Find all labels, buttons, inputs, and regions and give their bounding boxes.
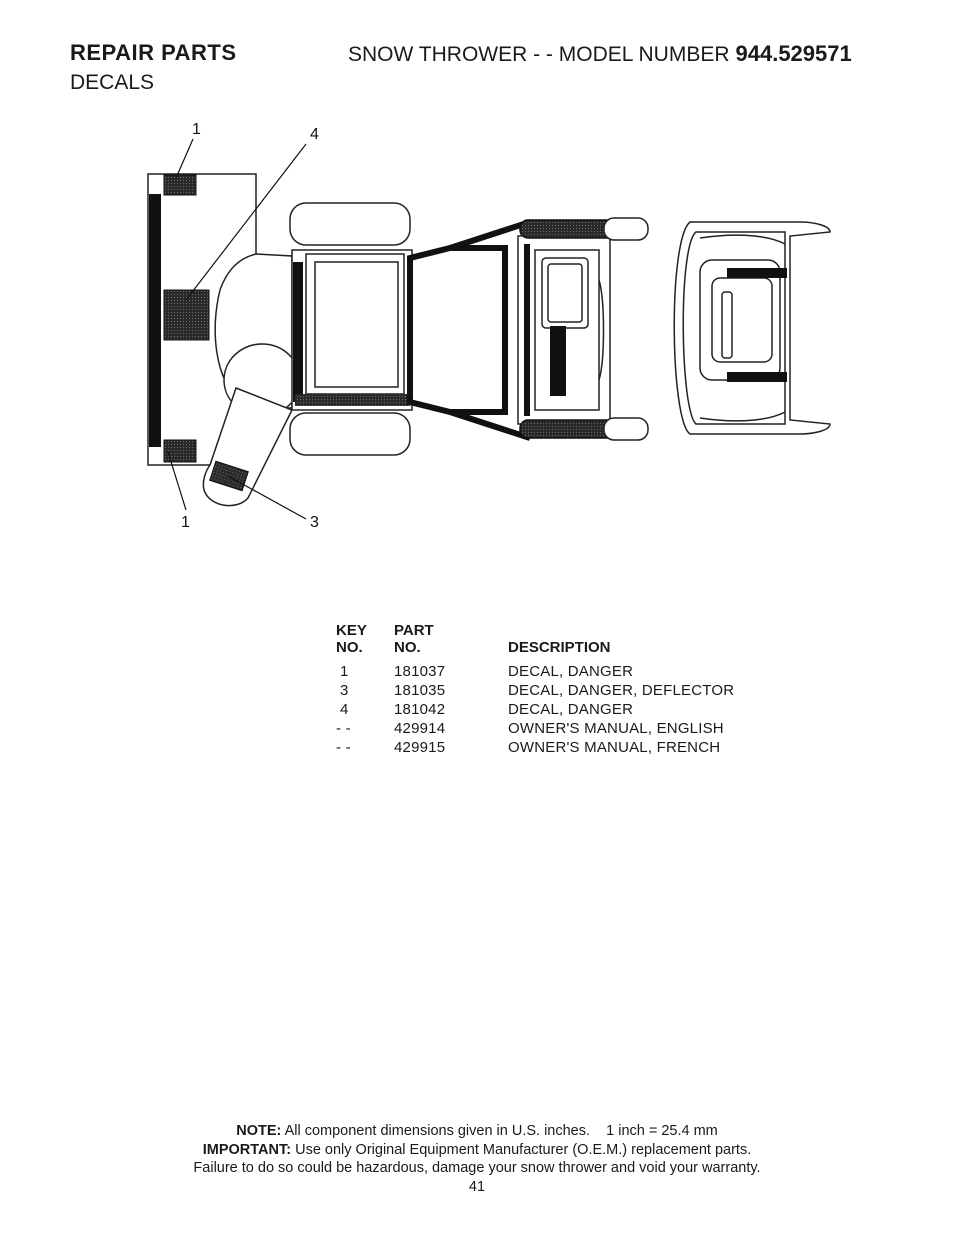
model-title: SNOW THROWER - - MODEL NUMBER: [348, 43, 730, 66]
note-line: NOTE: All component dimensions given in U.S. inches. 1 inch = 25.4 mm: [236, 1123, 718, 1139]
cell-description: DECAL, DANGER: [508, 701, 634, 718]
warning-line: Failure to do so could be hazardous, damage your snow thrower and void your warranty.: [193, 1160, 761, 1176]
cell-key: - -: [336, 739, 351, 756]
cell-description: OWNER'S MANUAL, FRENCH: [508, 739, 721, 756]
decal-1-top: [164, 175, 196, 195]
left-tire: [290, 203, 410, 245]
header-key-no: KEY NO.: [336, 622, 367, 656]
cell-part: 429915: [394, 739, 446, 756]
snow-thrower-decal-diagram: [0, 0, 954, 560]
callout-4: 4: [310, 126, 319, 143]
impeller-housing: [215, 254, 300, 416]
table-header-row: [336, 622, 768, 656]
table-row: [336, 738, 768, 757]
cell-part: 429914: [394, 720, 446, 737]
header-part-no: PART NO.: [394, 622, 434, 656]
model-number: 944.529571: [735, 41, 852, 66]
cell-key: 1: [340, 663, 349, 680]
parts-table: [336, 622, 768, 757]
table-row: [336, 662, 768, 681]
cell-description: DECAL, DANGER: [508, 663, 634, 680]
subsection-title: DECALS: [70, 71, 155, 94]
table-row: [336, 681, 768, 700]
callout-3: 3: [310, 514, 319, 531]
cell-key: 4: [340, 701, 349, 718]
section-title: REPAIR PARTS: [70, 40, 237, 65]
cell-part: 181037: [394, 663, 446, 680]
engine-frame: [292, 222, 530, 438]
header-description: DESCRIPTION: [508, 639, 611, 656]
cell-key: - -: [336, 720, 351, 737]
cell-part: 181035: [394, 682, 446, 699]
footer-notes: [0, 1122, 954, 1196]
decal-1-bottom: [164, 440, 196, 462]
callout-1-bottom: 1: [181, 514, 190, 531]
table-row: [336, 700, 768, 719]
cell-description: DECAL, DANGER, DEFLECTOR: [508, 682, 735, 699]
callout-1-top: 1: [192, 121, 201, 138]
cell-part: 181042: [394, 701, 446, 718]
cell-description: OWNER'S MANUAL, ENGLISH: [508, 720, 724, 737]
page-number: 41: [468, 1178, 486, 1195]
discharge-chute: [203, 388, 292, 506]
operator-cab: [674, 222, 830, 434]
decal-4: [164, 290, 209, 340]
right-tire: [290, 413, 410, 455]
important-line: IMPORTANT: Use only Original Equipment Manufacturer (O.E.M.) replacement parts.: [202, 1141, 752, 1158]
table-row: [336, 719, 768, 738]
handle-assembly: [518, 218, 648, 440]
cell-key: 3: [340, 682, 349, 699]
